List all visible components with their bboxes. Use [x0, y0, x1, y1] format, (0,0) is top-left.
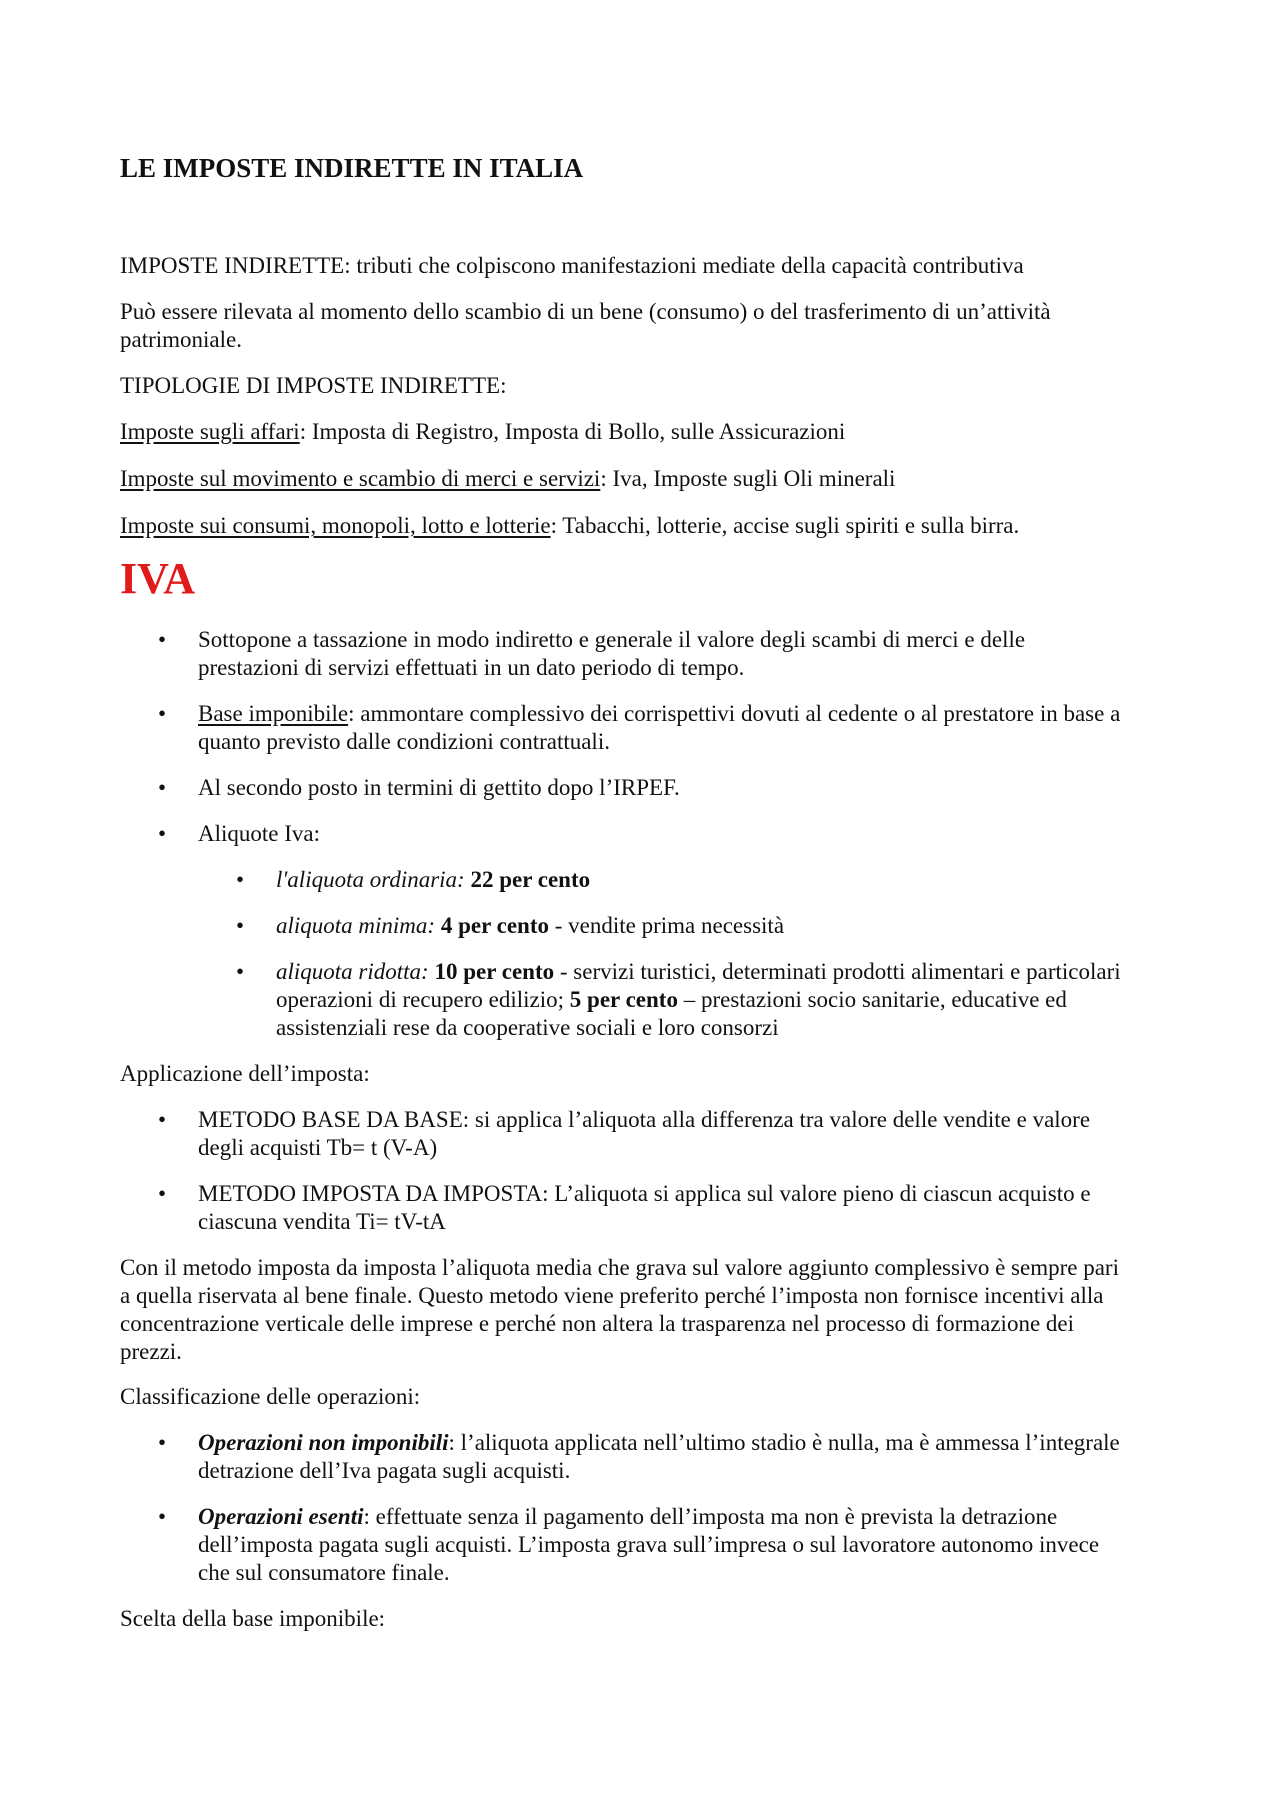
iva-bullet-3: Al secondo posto in termini di gettito dopo l’IRPEF.	[198, 775, 680, 800]
bullet-icon: •	[158, 1430, 167, 1455]
bullet-icon: •	[158, 821, 167, 846]
operation-text: che sul consumatore finale.	[198, 1560, 450, 1585]
type-label: Imposte sul movimento e scambio di merci e servizi	[120, 466, 601, 491]
operazioni-esenti	[198, 1503, 1158, 1587]
rate-text: assistenziali rese da cooperative sociali e loro consorzi	[276, 1015, 779, 1040]
method-line: degli acquisti Tb= t (V-A)	[198, 1135, 438, 1160]
rate-text: operazioni di recupero edilizio;	[276, 987, 570, 1012]
operation-text: : l’aliquota applicata nell’ultimo stadio è nulla, ma è ammessa l’integrale	[448, 1430, 1120, 1455]
operation-text: detrazione dell’Iva pagata sugli acquisti.	[198, 1458, 571, 1483]
type-affari	[120, 418, 1160, 446]
bullet-icon: •	[236, 867, 245, 892]
type-text: : Iva, Imposte sugli Oli minerali	[600, 466, 896, 491]
typologies-heading: TIPOLOGIE DI IMPOSTE INDIRETTE:	[120, 373, 507, 398]
page-title: LE IMPOSTE INDIRETTE IN ITALIA	[120, 153, 584, 183]
type-label: Imposte sui consumi, monopoli, lotto e lotterie	[120, 513, 551, 538]
bullet-icon: •	[236, 913, 245, 938]
method-line: METODO BASE DA BASE: si applica l’aliquota alla differenza tra valore delle vendite e valore	[198, 1107, 1091, 1132]
rate-value: 4 per cento	[440, 913, 550, 938]
classification-heading: Classificazione delle operazioni:	[120, 1384, 421, 1409]
rate-text: - servizi turistici, determinati prodotti alimentari e particolari	[554, 959, 1121, 984]
bullet-icon: •	[236, 959, 245, 984]
type-label: Imposte sugli affari	[120, 419, 300, 444]
paragraph-line: concentrazione verticale delle imprese e perché non altera la trasparenza nel processo di formazione dei	[120, 1311, 1075, 1336]
rate-minima	[276, 912, 1160, 940]
bullet-line: : ammontare complessivo dei corrispettivi dovuti al cedente o al prestatore in base a	[348, 701, 1121, 726]
intro-line: patrimoniale.	[120, 327, 242, 352]
type-text: : Tabacchi, lotterie, accise sugli spiriti e sulla birra.	[550, 513, 1020, 538]
bullet-line: quanto previsto dalle condizioni contrattuali.	[198, 729, 610, 754]
intro-line: Può essere rilevata al momento dello scambio di un bene (consumo) o del trasferimento di un’attività	[120, 299, 1051, 324]
operation-text: dell’imposta pagata sugli acquisti. L’imposta grava sull’impresa o sul lavoratore autonomo invece	[198, 1532, 1100, 1557]
rate-value: 5 per cento	[569, 987, 678, 1012]
type-consumi	[120, 512, 1160, 540]
operazioni-non-imponibili	[198, 1429, 1158, 1485]
iva-bullet-4: Aliquote Iva:	[198, 821, 320, 846]
rate-ordinaria	[276, 866, 1160, 894]
bullet-icon: •	[158, 1181, 167, 1206]
definition-paragraph: IMPOSTE INDIRETTE: tributi che colpiscono manifestazioni mediate della capacità contributiva	[120, 253, 1024, 278]
bullet-line: prestazioni di servizi effettuati in un dato periodo di tempo.	[198, 655, 745, 680]
rate-value: 22 per cento	[470, 867, 591, 892]
base-choice-heading: Scelta della base imponibile:	[120, 1606, 386, 1631]
method-line: METODO IMPOSTA DA IMPOSTA: L’aliquota si applica sul valore pieno di ciascun acquisto e	[198, 1181, 1091, 1206]
bullet-icon: •	[158, 1504, 167, 1529]
paragraph-line: Con il metodo imposta da imposta l’aliquota media che grava sul valore aggiunto complessivo è sempre pari	[120, 1255, 1119, 1280]
method-imposta-da-imposta	[198, 1180, 1158, 1236]
rate-label: aliquota minima:	[276, 913, 436, 938]
rate-text: – prestazioni socio sanitarie, educative ed	[677, 987, 1067, 1012]
application-heading: Applicazione dell’imposta:	[120, 1061, 370, 1086]
operation-text: : effettuate senza il pagamento dell’imposta ma non è prevista la detrazione	[363, 1504, 1058, 1529]
bullet-line: Sottopone a tassazione in modo indiretto e generale il valore degli scambi di merci e delle	[198, 627, 1026, 652]
iva-heading: IVA	[120, 554, 196, 603]
method-line: ciascuna vendita Ti= tV-tA	[198, 1209, 446, 1234]
rate-label: l'aliquota ordinaria:	[276, 867, 465, 892]
iva-bullet-1	[198, 626, 1158, 682]
rate-text: - vendite prima necessità	[549, 913, 785, 938]
bullet-icon: •	[158, 701, 167, 726]
method-paragraph	[120, 1254, 1160, 1366]
rate-label: aliquota ridotta:	[276, 959, 429, 984]
bullet-icon: •	[158, 627, 167, 652]
paragraph-line: prezzi.	[120, 1339, 182, 1364]
bullet-icon: •	[158, 775, 167, 800]
type-movimento	[120, 465, 1160, 493]
iva-bullet-2	[198, 700, 1158, 756]
bullet-icon: •	[158, 1107, 167, 1132]
operation-label: Operazioni esenti	[198, 1504, 364, 1529]
operation-label: Operazioni non imponibili	[198, 1430, 449, 1455]
method-base-da-base	[198, 1106, 1158, 1162]
base-imponibile-label: Base imponibile	[198, 701, 349, 726]
rate-value: 10 per cento	[434, 959, 555, 984]
type-text: : Imposta di Registro, Imposta di Bollo, sulle Assicurazioni	[299, 419, 846, 444]
paragraph-line: a quella riservata al bene finale. Questo metodo viene preferito perché l’imposta non fornisce incentivi alla	[120, 1283, 1104, 1308]
rate-ridotta	[276, 958, 1160, 1042]
